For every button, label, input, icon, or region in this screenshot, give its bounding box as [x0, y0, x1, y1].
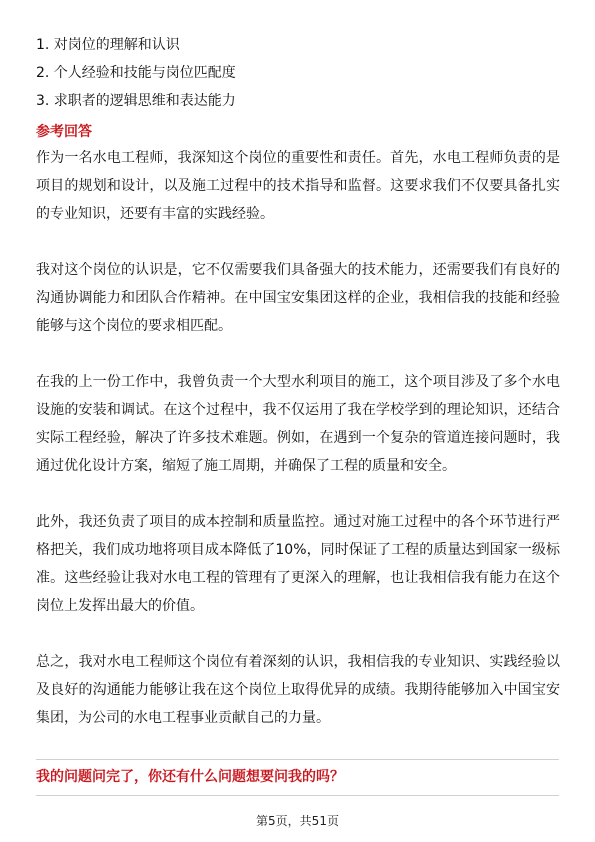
list-item: 1. 对岗位的理解和认识 — [36, 37, 180, 53]
divider — [36, 795, 559, 796]
answer-paragraph: 此外，我还负责了项目的成本控制和质量监控。通过对施工过程中的各个环节进行严格把关，我们成功地将项目成本降低了10%，同时保证了工程的质量达到国家一级标准。这些经验让我对水电工程的管理有了更深入的理解，也让我相信我有能力在这个岗位上发挥出最大的价值。 — [36, 514, 560, 614]
answer-paragraph: 作为一名水电工程师，我深知这个岗位的重要性和责任。首先，水电工程师负责的是项目的规划和设计，以及施工过程中的技术指导和监督。这要求我们不仅要具备扎实的专业知识，还要有丰富的实践经验。 — [36, 150, 560, 222]
page-number-footer: 第5页，共51页 — [256, 814, 339, 828]
list-item: 3. 求职者的逻辑思维和表达能力 — [36, 93, 236, 109]
reference-answer-heading: 参考回答 — [36, 124, 92, 140]
list-item: 2. 个人经验和技能与岗位匹配度 — [36, 65, 236, 81]
divider — [36, 759, 559, 760]
answer-paragraph: 我对这个岗位的认识是，它不仅需要我们具备强大的技术能力，还需要我们有良好的沟通协调能力和团队合作精神。在中国宝安集团这样的企业，我相信我的技能和经验能够与这个岗位的要求相匹配。 — [36, 262, 560, 334]
evaluation-points-list — [36, 31, 556, 115]
answer-paragraph: 在我的上一份工作中，我曾负责一个大型水利项目的施工，这个项目涉及了多个水电设施的安装和调试。在这个过程中，我不仅运用了我在学校学到的理论知识，还结合实际工程经验，解决了许多技术难题。例如，在遇到一个复杂的管道连接问题时，我通过优化设计方案，缩短了施工周期，并确保了工程的质量和安全。 — [36, 374, 560, 474]
closing-question: 我的问题问完了，你还有什么问题想要问我的吗？ — [36, 769, 344, 785]
answer-paragraph: 总之，我对水电工程师这个岗位有着深刻的认识，我相信我的专业知识、实践经验以及良好的沟通能力能够让我在这个岗位上取得优异的成绩。我期待能够加入中国宝安集团，为公司的水电工程事业贡献自己的力量。 — [36, 654, 560, 726]
